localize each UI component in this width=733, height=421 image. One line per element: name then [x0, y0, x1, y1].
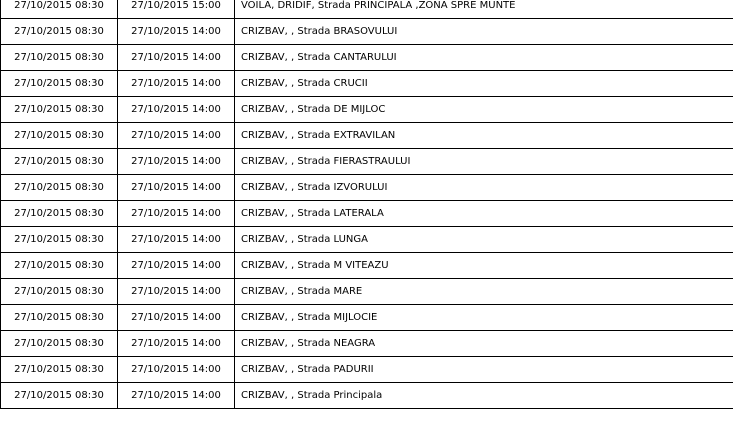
end-time-cell: 27/10/2015 14:00 [118, 71, 235, 97]
start-time-cell: 27/10/2015 08:30 [1, 279, 118, 305]
location-cell: CRIZBAV, , Strada CANTARULUI [235, 45, 733, 71]
table-row [1, 383, 733, 409]
table-row [1, 227, 733, 253]
end-time-cell: 27/10/2015 14:00 [118, 383, 235, 409]
start-time-cell: 27/10/2015 08:30 [1, 0, 118, 19]
end-time-cell: 27/10/2015 14:00 [118, 331, 235, 357]
end-time-cell: 27/10/2015 14:00 [118, 305, 235, 331]
start-time-cell: 27/10/2015 08:30 [1, 305, 118, 331]
start-time-cell: 27/10/2015 08:30 [1, 253, 118, 279]
table-row [1, 357, 733, 383]
start-time-cell: 27/10/2015 08:30 [1, 71, 118, 97]
location-cell: CRIZBAV, , Strada M VITEAZU [235, 253, 733, 279]
location-cell: VOILA, DRIDIF, Strada PRINCIPALA ,ZONA SPRE MUNTE [235, 0, 733, 19]
start-time-cell: 27/10/2015 08:30 [1, 149, 118, 175]
location-cell: CRIZBAV, , Strada NEAGRA [235, 331, 733, 357]
table-row [1, 305, 733, 331]
end-time-cell: 27/10/2015 14:00 [118, 97, 235, 123]
table-row [1, 71, 733, 97]
start-time-cell: 27/10/2015 08:30 [1, 331, 118, 357]
location-cell: CRIZBAV, , Strada Principala [235, 383, 733, 409]
location-cell: CRIZBAV, , Strada DE MIJLOC [235, 97, 733, 123]
location-cell: CRIZBAV, , Strada LATERALA [235, 201, 733, 227]
table-row [1, 201, 733, 227]
table-row [1, 19, 733, 45]
location-cell: CRIZBAV, , Strada LUNGA [235, 227, 733, 253]
start-time-cell: 27/10/2015 08:30 [1, 45, 118, 71]
end-time-cell: 27/10/2015 14:00 [118, 45, 235, 71]
end-time-cell: 27/10/2015 14:00 [118, 19, 235, 45]
start-time-cell: 27/10/2015 08:30 [1, 357, 118, 383]
table-row [1, 123, 733, 149]
start-time-cell: 27/10/2015 08:30 [1, 123, 118, 149]
start-time-cell: 27/10/2015 08:30 [1, 19, 118, 45]
table-row [1, 97, 733, 123]
location-cell: CRIZBAV, , Strada FIERASTRAULUI [235, 149, 733, 175]
end-time-cell: 27/10/2015 14:00 [118, 175, 235, 201]
end-time-cell: 27/10/2015 14:00 [118, 149, 235, 175]
start-time-cell: 27/10/2015 08:30 [1, 227, 118, 253]
start-time-cell: 27/10/2015 08:30 [1, 175, 118, 201]
end-time-cell: 27/10/2015 14:00 [118, 279, 235, 305]
location-cell: CRIZBAV, , Strada EXTRAVILAN [235, 123, 733, 149]
location-cell: CRIZBAV, , Strada PADURII [235, 357, 733, 383]
location-cell: CRIZBAV, , Strada MIJLOCIE [235, 305, 733, 331]
table-row [1, 331, 733, 357]
table-row [1, 279, 733, 305]
location-cell: CRIZBAV, , Strada MARE [235, 279, 733, 305]
table-row [1, 0, 733, 19]
end-time-cell: 27/10/2015 14:00 [118, 253, 235, 279]
start-time-cell: 27/10/2015 08:30 [1, 97, 118, 123]
end-time-cell: 27/10/2015 15:00 [118, 0, 235, 19]
start-time-cell: 27/10/2015 08:30 [1, 383, 118, 409]
location-cell: CRIZBAV, , Strada BRASOVULUI [235, 19, 733, 45]
end-time-cell: 27/10/2015 14:00 [118, 201, 235, 227]
table-row [1, 149, 733, 175]
location-cell: CRIZBAV, , Strada IZVORULUI [235, 175, 733, 201]
end-time-cell: 27/10/2015 14:00 [118, 227, 235, 253]
location-cell: CRIZBAV, , Strada CRUCII [235, 71, 733, 97]
end-time-cell: 27/10/2015 14:00 [118, 357, 235, 383]
table-row [1, 45, 733, 71]
table-row [1, 175, 733, 201]
end-time-cell: 27/10/2015 14:00 [118, 123, 235, 149]
table-row [1, 253, 733, 279]
table-body [1, 0, 733, 409]
start-time-cell: 27/10/2015 08:30 [1, 201, 118, 227]
